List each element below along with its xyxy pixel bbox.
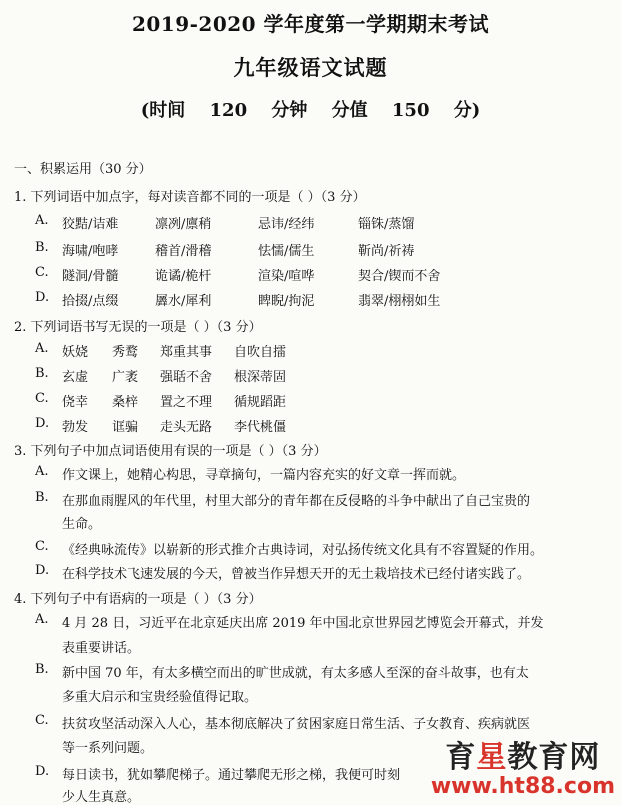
site-watermark	[431, 742, 615, 800]
question-4-option-c-text-cont: 等一系列问题。	[62, 741, 154, 756]
option-label: D.	[35, 563, 50, 578]
option-label: C.	[35, 391, 49, 406]
question-3-option-b-text: 在那血雨腥风的年代里，村里大部分的青年都在反侵略的斗争中献出了自己宝贵的	[62, 494, 531, 509]
option-word: 狡黠/诘难	[62, 217, 119, 232]
section-heading: 一、积累运用（30 分）	[14, 162, 152, 177]
question-4-stem: 4. 下列句子中有语病的一项是（ ）（3 分）	[14, 592, 262, 607]
question-2-stem: 2. 下列词语书写无误的一项是（ ）（3 分）	[14, 320, 262, 335]
option-label: A.	[35, 464, 49, 479]
question-3-option-d-text: 在科学技术飞速发展的今天，曾被当作异想天开的无土栽培技术已经付诸实践了。	[62, 567, 531, 582]
option-word: 置之不理	[160, 395, 213, 410]
exam-time-score: (时间 120 分钟 分值 150 分)	[140, 100, 481, 121]
option-word: 勃发	[62, 420, 89, 435]
option-label: B.	[35, 240, 49, 255]
option-word: 睥睨/拘泥	[258, 294, 315, 309]
option-label: D.	[35, 416, 50, 431]
option-word: 走头无路	[160, 420, 213, 435]
option-word: 契合/锲而不舍	[358, 269, 441, 284]
option-label: A.	[35, 213, 49, 228]
option-word: 凛冽/廪稍	[155, 217, 212, 232]
watermark-url: www.ht88.com	[430, 774, 615, 799]
option-label: C.	[35, 265, 49, 280]
option-word: 渲染/喧哗	[258, 269, 315, 284]
question-3-option-a-text: 作文课上，她精心构思，寻章摘句，一篇内容充实的好文章一挥而就。	[62, 468, 466, 483]
option-word: 根深蒂固	[234, 370, 287, 385]
option-word: 循规蹈距	[234, 395, 287, 410]
option-word: 玄虚	[62, 370, 89, 385]
question-4-option-b-text: 新中国 70 年，有太多横空而出的旷世成就，有太多感人至深的奋斗故事，也有太	[62, 666, 529, 681]
option-label: B.	[35, 366, 49, 381]
option-label: C.	[35, 539, 49, 554]
option-word: 拾掇/点缀	[62, 294, 119, 309]
option-word: 靳尚/祈祷	[358, 244, 415, 259]
option-label: A.	[35, 612, 49, 627]
option-word: 稽首/滑稽	[155, 244, 212, 259]
option-label: D.	[35, 290, 50, 305]
option-word: 忌讳/经纬	[258, 217, 315, 232]
option-word: 自吹自擂	[234, 345, 287, 360]
option-word: 诡谲/桅杆	[155, 269, 212, 284]
question-4-option-a-text-cont: 表重要讲话。	[62, 641, 141, 656]
option-word: 锱铢/蒸馏	[358, 217, 415, 232]
question-4-option-a-text: 4 月 28 日，习近平在北京延庆出席 2019 年中国北京世界园艺博览会开幕式，并发	[62, 616, 544, 631]
question-4-option-d-text-cont: 少人生真意。	[62, 790, 141, 805]
option-word: 广袤	[112, 370, 139, 385]
question-3-stem: 3. 下列句子中加点词语使用有误的一项是（ ）（3 分）	[14, 444, 327, 459]
exam-title: 2019-2020 学年度第一学期期末考试	[131, 12, 490, 36]
option-word: 桑梓	[112, 395, 139, 410]
question-3-option-c-text: 《经典咏流传》以崭新的形式推介古典诗词，对弘扬传统文化具有不容置疑的作用。	[62, 543, 544, 558]
option-word: 妖娆	[62, 345, 89, 360]
question-3-option-b-text-cont: 生命。	[62, 517, 102, 532]
option-word: 郑重其事	[160, 345, 213, 360]
exam-subject: 九年级语文试题	[233, 55, 388, 80]
option-label: B.	[35, 490, 49, 505]
option-word: 强聒不舍	[160, 370, 213, 385]
option-label: B.	[35, 662, 49, 677]
option-word: 隧洞/骨髓	[62, 269, 119, 284]
question-4-option-d-text: 每日读书，犹如攀爬梯子。通过攀爬无形之梯，我便可时刻	[62, 768, 401, 783]
option-word: 李代桃僵	[234, 420, 287, 435]
question-4-option-b-text-cont: 多重大启示和宝贵经验值得记取。	[62, 690, 258, 705]
option-word: 秀鹜	[112, 345, 139, 360]
option-word: 侥幸	[62, 395, 89, 410]
watermark-brand: 育星教育网	[445, 740, 601, 775]
question-1-stem: 1. 下列词语中加点字，每对读音都不同的一项是（ ）（3 分）	[14, 190, 366, 205]
option-word: 海啸/咆哮	[62, 244, 119, 259]
option-label: A.	[35, 341, 49, 356]
option-word: 怯懦/儒生	[258, 244, 315, 259]
option-word: 翡翠/栩栩如生	[358, 294, 441, 309]
option-word: 羼水/犀利	[155, 294, 212, 309]
option-label: C.	[35, 713, 49, 728]
question-4-option-c-text: 扶贫攻坚活动深入人心，基本彻底解决了贫困家庭日常生活、子女教育、疾病就医	[62, 717, 531, 732]
option-word: 诓骗	[112, 420, 139, 435]
option-label: D.	[35, 764, 50, 779]
